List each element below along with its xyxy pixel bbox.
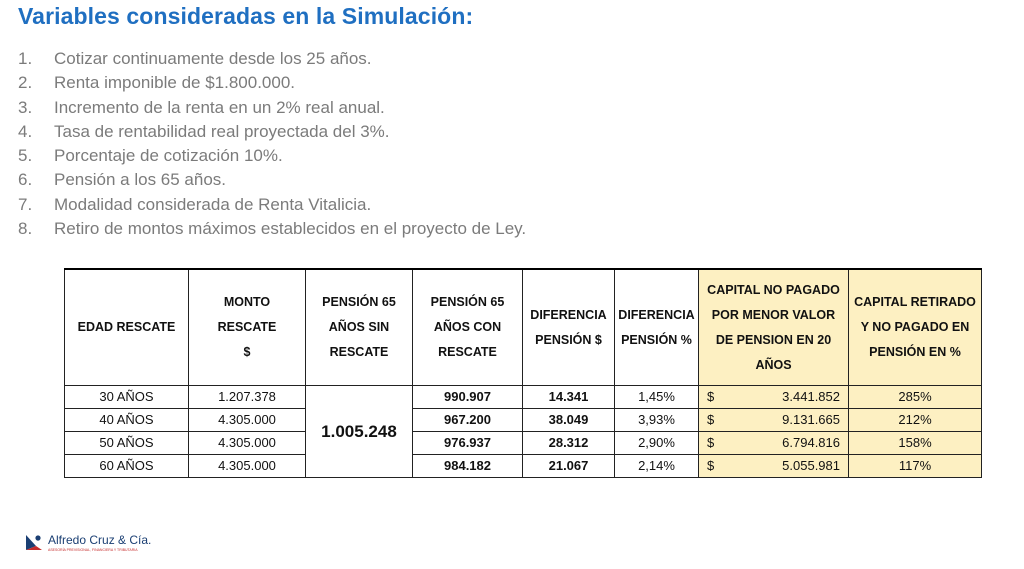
header-monto-rescate: MONTO RESCATE $ [189, 269, 306, 386]
simulation-table [64, 268, 982, 478]
table-row [65, 386, 982, 409]
company-logo [24, 532, 151, 552]
logo-name: Alfredo Cruz & Cía. [48, 532, 152, 547]
cell-edad: 50 AÑOS [65, 432, 189, 455]
list-item: 5. Porcentaje de cotización 10%. [18, 146, 283, 166]
cell-diferencia-pct: 2,90% [615, 432, 699, 455]
list-item: 3. Incremento de la renta en un 2% real anual. [18, 97, 385, 117]
cell-pension-con-rescate: 990.907 [413, 386, 523, 409]
cell-diferencia: 28.312 [523, 432, 615, 455]
cell-capital: $ 5.055.981 [699, 455, 849, 478]
currency-symbol: $ [707, 435, 715, 450]
cell-edad: 30 AÑOS [65, 386, 189, 409]
header-row [65, 269, 982, 386]
cell-monto: 4.305.000 [189, 455, 306, 478]
cell-pension-con-rescate: 967.200 [413, 409, 523, 432]
cell-retirado: 117% [849, 455, 982, 478]
cell-monto: 4.305.000 [189, 432, 306, 455]
cell-edad: 40 AÑOS [65, 409, 189, 432]
cell-diferencia: 38.049 [523, 409, 615, 432]
currency-symbol: $ [707, 389, 715, 404]
list-item: 1. Cotizar continuamente desde los 25 años. [18, 49, 372, 68]
cell-diferencia-pct: 3,93% [615, 409, 699, 432]
table-row [65, 409, 982, 432]
header-diferencia-pension: DIFERENCIA PENSIÓN $ [523, 269, 615, 386]
cell-capital: $ 6.794.816 [699, 432, 849, 455]
list-item: 6. Pensión a los 65 años. [18, 170, 227, 190]
list-item: 8. Retiro de montos máximos establecidos en el proyecto de Ley. [18, 219, 527, 239]
header-diferencia-pct: DIFERENCIA PENSIÓN % [615, 269, 699, 386]
cell-monto: 4.305.000 [189, 409, 306, 432]
logo-mark-icon [24, 532, 44, 552]
header-capital-retirado: CAPITAL RETIRADO Y NO PAGADO EN PENSIÓN EN % [849, 269, 982, 386]
list-item: 7. Modalidad considerada de Renta Vitalicia. [18, 194, 372, 214]
list-item: 4. Tasa de rentabilidad real proyectada del 3%. [18, 121, 390, 141]
header-capital-no-pagado: CAPITAL NO PAGADO POR MENOR VALOR DE PENSION EN 20 AÑOS [699, 269, 849, 386]
cell-diferencia: 21.067 [523, 455, 615, 478]
table-row [65, 432, 982, 455]
page-title: Variables consideradas en la Simulación: [18, 3, 474, 29]
header-edad-rescate: EDAD RESCATE [65, 269, 189, 386]
logo-tagline: ASESORÍA PREVISIONAL, FINANCIERA Y TRIBUTARIA [48, 547, 138, 552]
cell-retirado: 158% [849, 432, 982, 455]
list-item: 2. Renta imponible de $1.800.000. [18, 73, 296, 93]
variables-list [18, 47, 526, 241]
cell-pension-con-rescate: 984.182 [413, 455, 523, 478]
currency-symbol: $ [707, 458, 715, 473]
cell-capital: $ 9.131.665 [699, 409, 849, 432]
cell-edad: 60 AÑOS [65, 455, 189, 478]
table-row [65, 455, 982, 478]
cell-retirado: 212% [849, 409, 982, 432]
header-pension-sin-rescate: PENSIÓN 65 AÑOS SIN RESCATE [306, 269, 413, 386]
cell-capital: $ 3.441.852 [699, 386, 849, 409]
currency-symbol: $ [707, 412, 715, 427]
cell-pension-sin-rescate: 1.005.248 [306, 386, 413, 478]
cell-diferencia: 14.341 [523, 386, 615, 409]
cell-diferencia-pct: 1,45% [615, 386, 699, 409]
header-pension-con-rescate: PENSIÓN 65 AÑOS CON RESCATE [413, 269, 523, 386]
cell-retirado: 285% [849, 386, 982, 409]
cell-diferencia-pct: 2,14% [615, 455, 699, 478]
cell-monto: 1.207.378 [189, 386, 306, 409]
cell-pension-con-rescate: 976.937 [413, 432, 523, 455]
